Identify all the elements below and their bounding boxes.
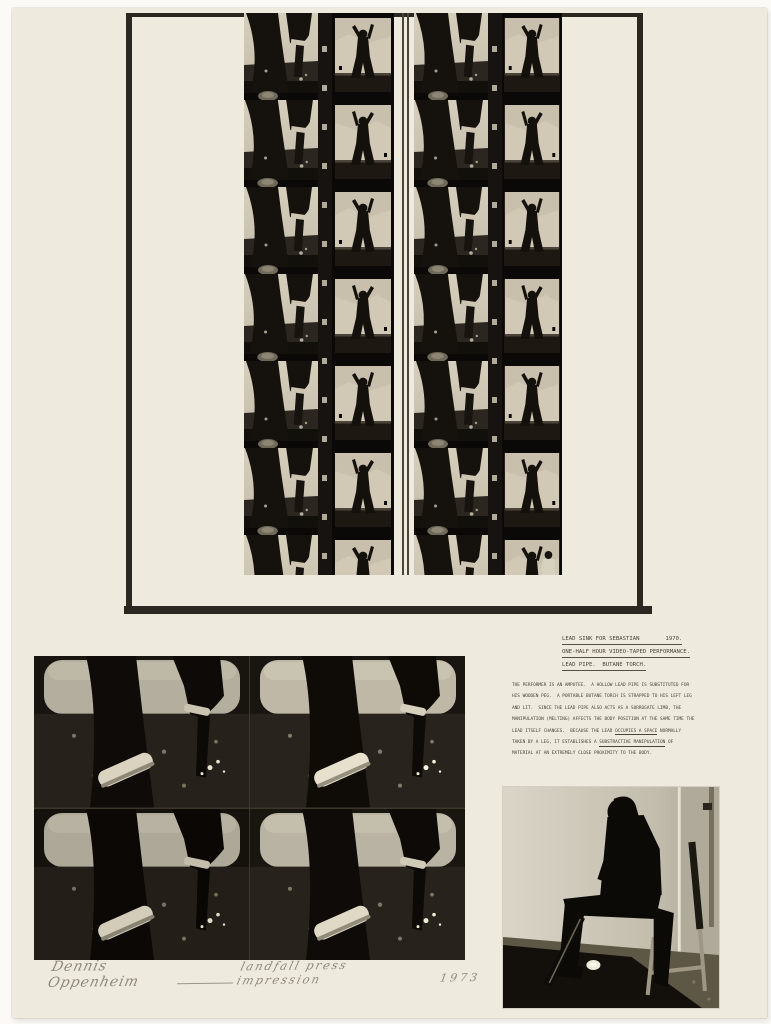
text-line: TAKEN BY A LEG, IT ESTABLISHES A SUBSTRACTIVE MANIPULATION OF: [512, 740, 674, 746]
text-line: MATERIAL AT AN EXTREMELY CLOSE PROXIMITY TO THE BODY.: [512, 751, 653, 757]
video-still-frame: [250, 656, 465, 808]
artist-name: Dennis Oppenheim: [46, 958, 141, 992]
frame-border-top: [126, 13, 643, 17]
signature-year: 1973: [439, 970, 482, 985]
caption-text-block: [512, 635, 722, 760]
text-line: MANIPULATION (MELTING) AFFECTS THE BODY POSITION AT THE SAME TIME THE: [512, 717, 695, 723]
caption-body: [512, 680, 722, 760]
caption-title: [562, 635, 722, 671]
artist-signature: [46, 955, 482, 992]
video-still-grid-photo: [34, 656, 465, 960]
text-line: LEAD SINK FOR SEBASTIAN 1970.: [562, 635, 682, 645]
video-still-frame: [250, 809, 465, 961]
signature-flourish: [177, 982, 233, 984]
video-still-frame: [34, 809, 249, 961]
text-line: ONE-HALF HOUR VIDEO-TAPED PERFORMANCE.: [562, 648, 690, 658]
seated-performer-photo: [503, 787, 719, 1008]
text-line: THE PERFORMER IS AN AMPUTEE. A HOLLOW LEAD PIPE IS SUBSTITUTED FOR: [512, 683, 690, 688]
edition-inscription: landfall press impression: [235, 957, 351, 988]
video-still-frame: [34, 656, 249, 808]
text-line: LEAD ITSELF CHANGES. BECAUSE THE LEAD OCCUPIES A SPACE NORMALLY: [512, 728, 682, 734]
frame-border-bottom: [124, 606, 652, 614]
text-line: LEAD PIPE. BUTANE TORCH.: [562, 661, 646, 671]
frame-border-left: [126, 13, 132, 613]
text-line: AND LIT. SINCE THE LEAD PIPE ALSO ACTS AS A SURROGATE LIMB, THE: [512, 705, 682, 711]
text-line: HIS WOODEN PEG. A PORTABLE BUTANE TORCH IS STRAPPED TO HIS LEFT LEG: [512, 694, 692, 700]
frame-border-right: [637, 13, 643, 610]
